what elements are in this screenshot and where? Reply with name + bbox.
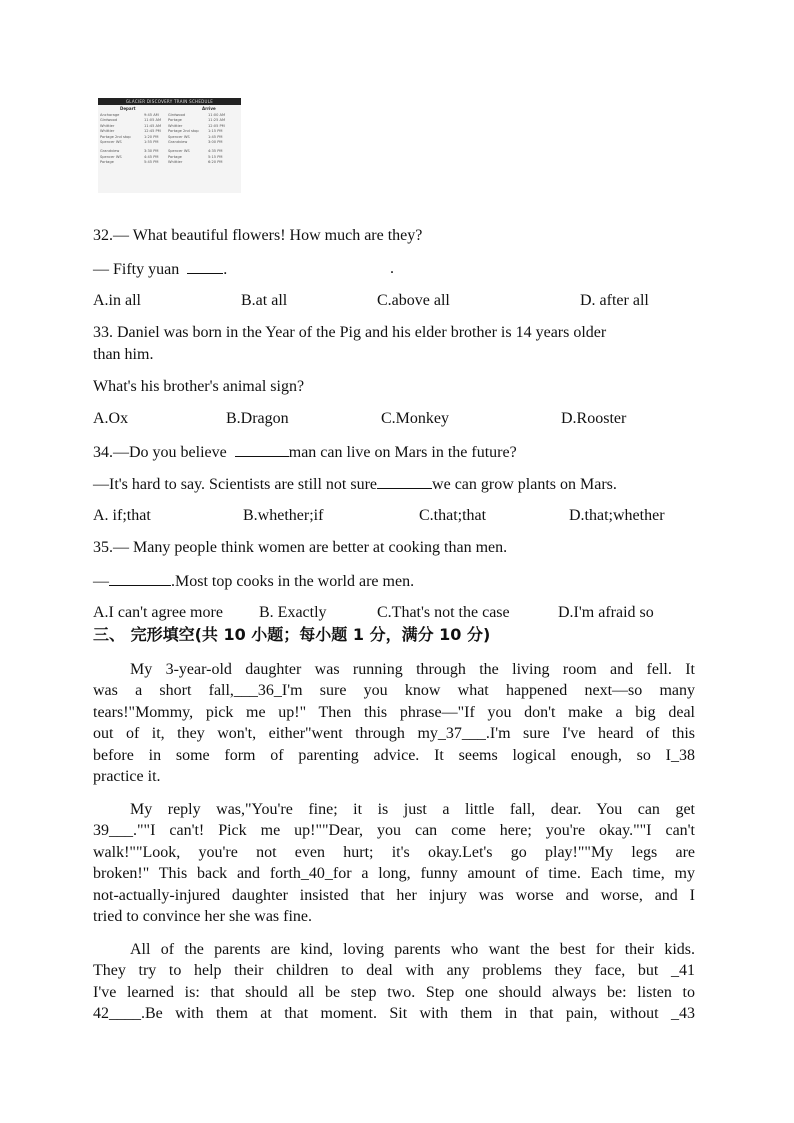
passage-line: They try to help their children to deal with any problems they face, but _41 (93, 962, 695, 980)
passage-line: before in some form of parenting advice. It seems logical enough, so I_38 (93, 746, 695, 764)
schedule-cell: Whittier (168, 160, 183, 165)
schedule-cell: Whittier (100, 129, 115, 134)
q32-option-c[interactable]: C.above all (377, 292, 450, 309)
schedule-cell: 12:05 PM (208, 123, 225, 128)
q35-option-d[interactable]: D.I'm afraid so (558, 604, 654, 621)
schedule-cell: Portage 2nd stop (168, 129, 199, 134)
passage-paragraph-1 (93, 659, 695, 787)
schedule-cell: Whittier (168, 123, 183, 128)
passage-line: was a short fall,___36_I'm sure you know what happened next—so many (93, 682, 695, 700)
q35-blank[interactable] (109, 571, 171, 586)
schedule-rows (98, 111, 241, 166)
passage-line: tried to convince her she was fine. (93, 907, 313, 925)
q32-reply-period: . (223, 261, 228, 278)
q33-line1: 33. Daniel was born in the Year of the Pig and his elder brother is 14 years older (93, 324, 607, 341)
schedule-cell: 5:45 PM (144, 160, 159, 165)
schedule-cell: 11:00 AM (208, 113, 226, 117)
q35-line1: 35.— Many people think women are better at cooking than men. (93, 539, 508, 556)
q34-blank-1[interactable] (235, 442, 289, 457)
schedule-cell: Whittier (100, 123, 115, 128)
q34-blank-2[interactable] (377, 474, 432, 489)
schedule-cell: 6:20 PM (208, 160, 223, 165)
passage-line: My 3-year-old daughter was running through the living room and fell. It (130, 661, 695, 678)
schedule-cell: 5:15 PM (208, 154, 223, 159)
schedule-cell: Portage 2nd stop (100, 134, 131, 139)
q34-option-c[interactable]: C.that;that (419, 507, 487, 524)
passage-line: out of it, they won't, either"went through my_37___.I'm sure I've heard of this (93, 725, 695, 743)
q33-option-a[interactable]: A.Ox (93, 410, 129, 427)
q35-line2-dash: — (93, 573, 109, 590)
schedule-cell: 1:45 PM (208, 134, 223, 139)
q32-blank[interactable] (187, 259, 223, 274)
schedule-cell: 9:45 AM (144, 113, 159, 117)
schedule-cell: Grandview (100, 149, 120, 154)
schedule-cell: 1:20 PM (144, 134, 159, 139)
q32-stray-dot: . (390, 260, 394, 277)
passage-line: 42____.Be with them at that moment. Sit with them in that pain, without _43 (93, 1005, 695, 1023)
q34-line1-end: man can live on Mars in the future? (288, 444, 517, 461)
schedule-cell: Spencer WS (100, 154, 122, 159)
q34-line1-start: 34.—Do you believe (93, 444, 227, 461)
q33-option-d[interactable]: D.Rooster (561, 410, 627, 427)
q34-line2 (93, 474, 617, 495)
q32-reply (93, 259, 227, 280)
q34-line1 (93, 442, 517, 463)
q33-option-c[interactable]: C.Monkey (381, 410, 449, 427)
schedule-row (100, 140, 239, 145)
passage-line: practice it. (93, 767, 161, 785)
section-3-heading: 三、 完形填空(共 10 小题；每小题 1 分，满分 10 分) (93, 625, 491, 644)
passage-paragraph-3 (93, 939, 695, 1025)
q33-line2: than him. (93, 346, 154, 363)
schedule-cell: Portage (168, 118, 182, 123)
schedule-cell: 3:30 PM (144, 149, 159, 154)
q34-option-b[interactable]: B.whether;if (243, 507, 324, 524)
q35-option-c[interactable]: C.That's not the case (377, 604, 510, 621)
schedule-cell: 3:00 PM (208, 140, 223, 145)
schedule-cell: Grandview (168, 140, 188, 145)
passage-line: 39___.""I can't! Pick me up!""Dear, you can come here; you're okay.""I can't (93, 822, 695, 840)
schedule-cell: Portage (100, 160, 114, 165)
schedule-cell: 12:45 PM (144, 129, 161, 134)
schedule-cell: 11:05 AM (144, 118, 162, 123)
train-schedule-image (98, 98, 241, 193)
schedule-cell: 11:45 AM (144, 123, 162, 128)
q34-option-a[interactable]: A. if;that (93, 507, 151, 524)
schedule-cell: 4:45 PM (144, 154, 159, 159)
schedule-cell: Anchorage (100, 113, 120, 117)
schedule-cell: 1:15 PM (208, 129, 223, 134)
passage-line: broken!" This back and forth_40_for a long, funny amount of time. Each time, my (93, 865, 695, 883)
q34-line2-start: —It's hard to say. Scientists are still not sure (93, 476, 378, 493)
q33-option-b[interactable]: B.Dragon (226, 410, 289, 427)
q32-option-b[interactable]: B.at all (241, 292, 288, 309)
q33-question: What's his brother's animal sign? (93, 378, 305, 395)
passage-line: I've learned is: that should all be step two. Step one should always be: listen to (93, 983, 695, 1001)
q35-line2-end: .Most top cooks in the world are men. (171, 573, 415, 590)
schedule-cell: 4:35 PM (208, 149, 223, 154)
schedule-cell: Spencer WS (168, 134, 190, 139)
q32-question: 32.— What beautiful flowers! How much are they? (93, 227, 423, 244)
q34-line2-end: we can grow plants on Mars. (432, 476, 617, 493)
passage-line: not-actually-injured daughter insisted that her injury was worse and worse, and I (93, 886, 695, 904)
schedule-cell: 11:25 AM (208, 118, 226, 123)
passage-line: walk!""Look, you're not even hurt; it's okay.Let's go play!""My legs are (93, 843, 695, 861)
schedule-row (100, 160, 239, 165)
q35-option-b[interactable]: B. Exactly (259, 604, 327, 621)
q32-option-a[interactable]: A.in all (93, 292, 141, 309)
schedule-col-arrive: Arrive (202, 106, 216, 111)
passage-paragraph-2 (93, 799, 695, 927)
passage-line: My reply was,"You're fine; it is just a little fall, dear. You can get (130, 801, 695, 818)
schedule-cell: Spencer WS (168, 149, 190, 154)
schedule-cell: Spencer WS (100, 140, 122, 145)
schedule-col-depart: Depart (120, 106, 136, 111)
q35-line2 (93, 571, 414, 592)
schedule-cell: Portage (168, 154, 182, 159)
passage-line: All of the parents are kind, loving parents who want the best for their kids. (130, 941, 695, 958)
schedule-cell: Girdwood (168, 113, 186, 117)
schedule-cell: Girdwood (100, 118, 118, 123)
q35-option-a[interactable]: A.I can't agree more (93, 604, 223, 621)
q32-option-d[interactable]: D. after all (580, 292, 649, 309)
q34-option-d[interactable]: D.that;whether (569, 507, 665, 524)
q32-reply-text: — Fifty yuan (93, 261, 180, 278)
schedule-cell: 1:55 PM (144, 140, 159, 145)
passage-line: tears!"Mommy, pick me up!" Then this phrase—"If you don't make a big deal (93, 703, 695, 721)
schedule-title: GLACIER DISCOVERY TRAIN SCHEDULE (98, 98, 241, 105)
